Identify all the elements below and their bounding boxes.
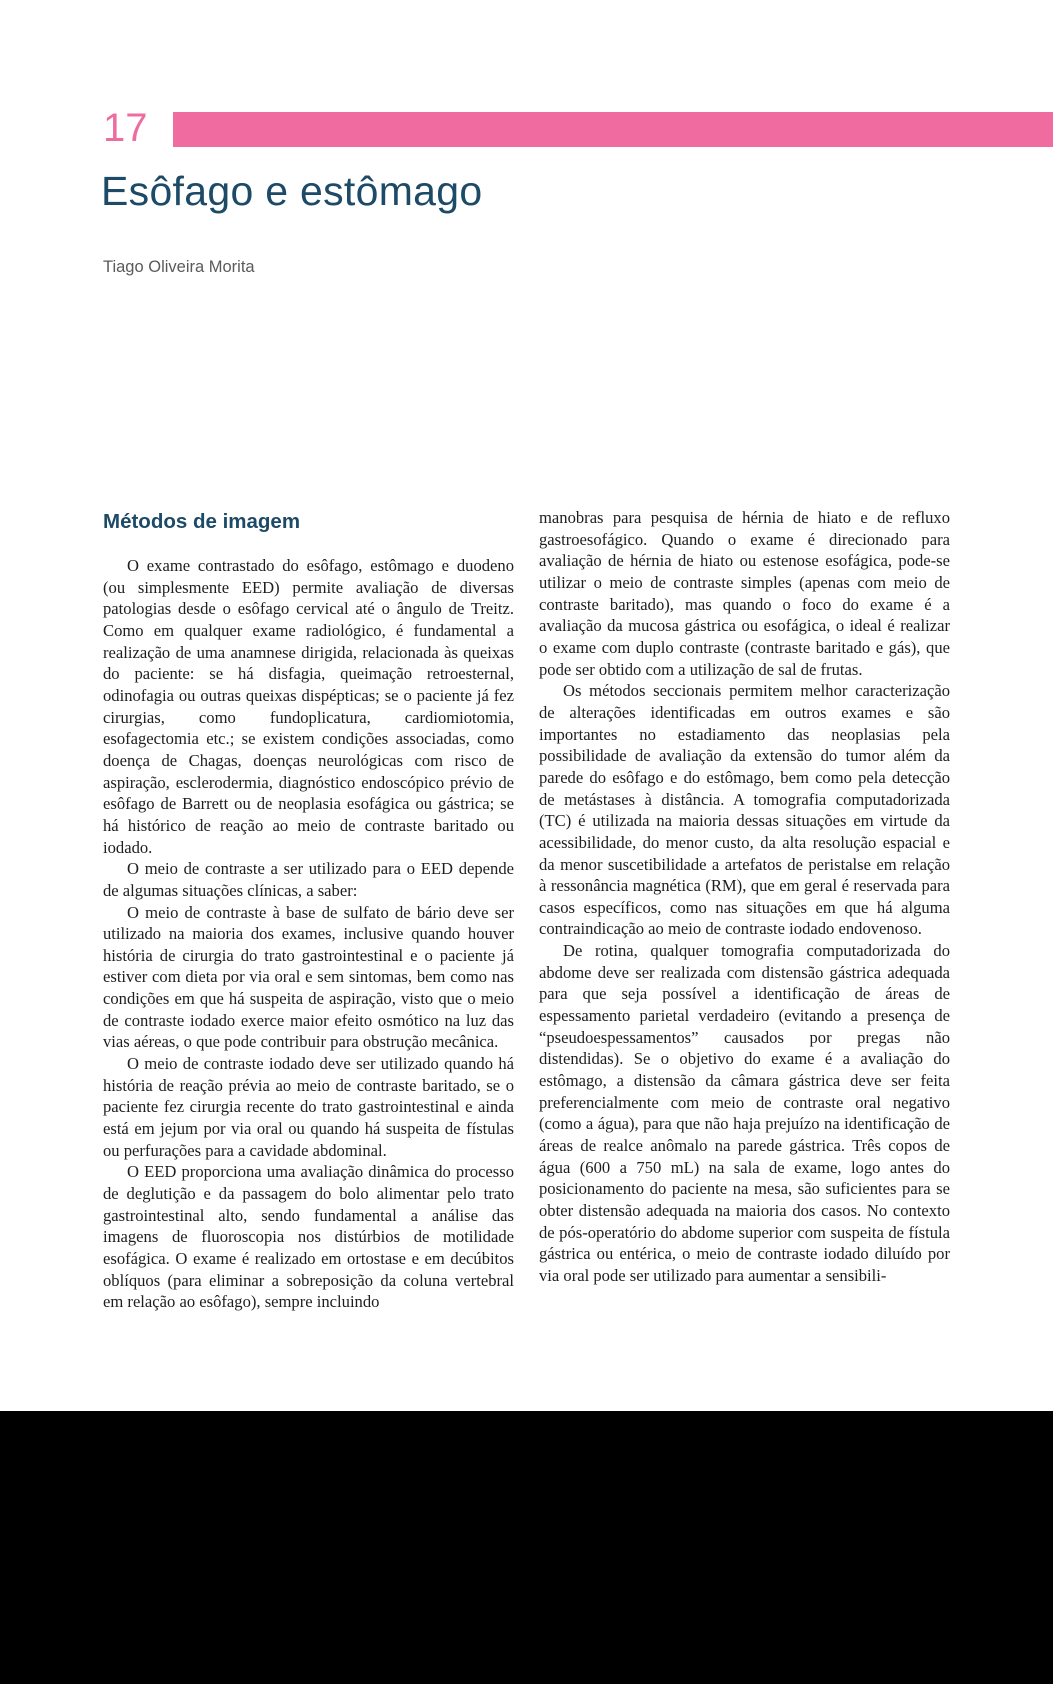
paragraph: O meio de contraste a ser utilizado para o EED depende de algumas situações clínicas, a saber:: [103, 859, 514, 900]
paragraph: De rotina, qualquer tomografia computadorizada do abdome deve ser realizada com distensão gástrica adequada para que seja possível a identificação de áreas de espessamento parietal verdadeiro (evitando a presença de “pseudoespessamentos” causados por pregas não distendidas). Se o objetivo do exame é a avaliação do estômago, a distensão da câmara gástrica deve ser feita preferencialmente com meio de contraste oral negativo (como a água), para que não haja prejuízo na identificação de áreas de realce anômalo na parede gástrica. Três copos de água (600 a 750 mL) na sala de exame, logo antes do posicionamento do paciente na mesa, são suficientes para se obter distensão adequada na maioria dos casos. No contexto de pós-operatório do abdome superior com suspeita de fístula gástrica ou entérica, o meio de contraste iodado diluído por via oral pode ser utilizado para aumentar a sensibili-: [539, 941, 950, 1285]
paragraph: Os métodos seccionais permitem melhor caracterização de alterações identificadas em outros exames e são importantes no estadiamento das neoplasias pela possibilidade de avaliação da extensão do tumor além da parede do esôfago e do estômago, bem como pela detecção de metástases à distância. A tomografia computadorizada (TC) é utilizada na maioria dessas situações em virtude da acessibilidade, do menor custo, da alta resolução espacial e da menor suscetibilidade a artefatos de peristalse em relação à ressonância magnética (RM), que em geral é reservada para casos específicos, como nas situações em que há alguma contraindicação ao meio de contraste iodado endovenoso.: [539, 681, 950, 939]
chapter-accent-bar: [173, 112, 1053, 147]
paragraph: O meio de contraste iodado deve ser utilizado quando há história de reação prévia ao meio de contraste baritado, se o paciente fez cirurgia recente do trato gastrointestinal e ainda está em jejum por via oral ou quando há suspeita de fístulas ou perfurações para a cavidade abdominal.: [103, 1054, 514, 1160]
chapter-number: 17: [103, 106, 148, 150]
chapter-title: Esôfago e estômago: [101, 168, 483, 214]
paragraph: O exame contrastado do esôfago, estômago e duodeno (ou simplesmente EED) permite avaliação de diversas patologias desde o esôfago cervical até o ângulo de Treitz. Como em qualquer exame radiológico, é fundamental a realização de uma anamnese dirigida, relacionada às queixas do paciente: se há disfagia, queimação retroesternal, odinofagia ou outras queixas dispépticas; se o paciente já fez cirurgias, como fundoplicatura, cardiomiotomia, esofagectomia etc.; se existem condições associadas, como doença de Chagas, doenças neurológicas com risco de aspiração, esclerodermia, diagnóstico endoscópico prévio de esôfago de Barrett ou de neoplasia esofágica ou gástrica; se há histórico de reação ao meio de contraste baritado ou iodado.: [103, 556, 514, 857]
screen-bottom-black-area: [0, 1411, 1053, 1684]
section-heading: Métodos de imagem: [103, 510, 301, 533]
text-column-left: [103, 507, 514, 1313]
paragraph: O meio de contraste à base de sulfato de bário deve ser utilizado na maioria dos exames, inclusive quando houver história de cirurgia do trato gastrointestinal e o paciente já estiver com dieta por via oral e sem sintomas, bem como nas condições em que há suspeita de aspiração, visto que o meio de contraste iodado exerce maior efeito osmótico na luz das vias aéreas, o que pode contribuir para obstrução mecânica.: [103, 902, 514, 1052]
paragraph: O EED proporciona uma avaliação dinâmica do processo de deglutição e da passagem do bolo alimentar pelo trato gastrointestinal alto, sendo fundamental a análise das imagens de fluoroscopia nos distúrbios de motilidade esofágica. O exame é realizado em ortostase e em decúbitos oblíquos (para eliminar a sobreposição da coluna vertebral em relação ao esôfago), sempre incluindo: [103, 1162, 514, 1312]
paragraph-continued: manobras para pesquisa de hérnia de hiato e de refluxo gastroesofágico. Quando o exame é direcionado para avaliação de hérnia de hiato ou estenose esofágica, pode-se utilizar o meio de contraste simples (apenas com meio de contraste baritado), mas quando o foco do exame é a avaliação da mucosa gástrica ou esofágica, o ideal é realizar o exame com duplo contraste (contraste baritado e gás), que pode ser obtido com a utilização de sal de frutas.: [539, 508, 950, 679]
text-column-right: [539, 507, 950, 1287]
chapter-author: Tiago Oliveira Morita: [103, 258, 255, 276]
